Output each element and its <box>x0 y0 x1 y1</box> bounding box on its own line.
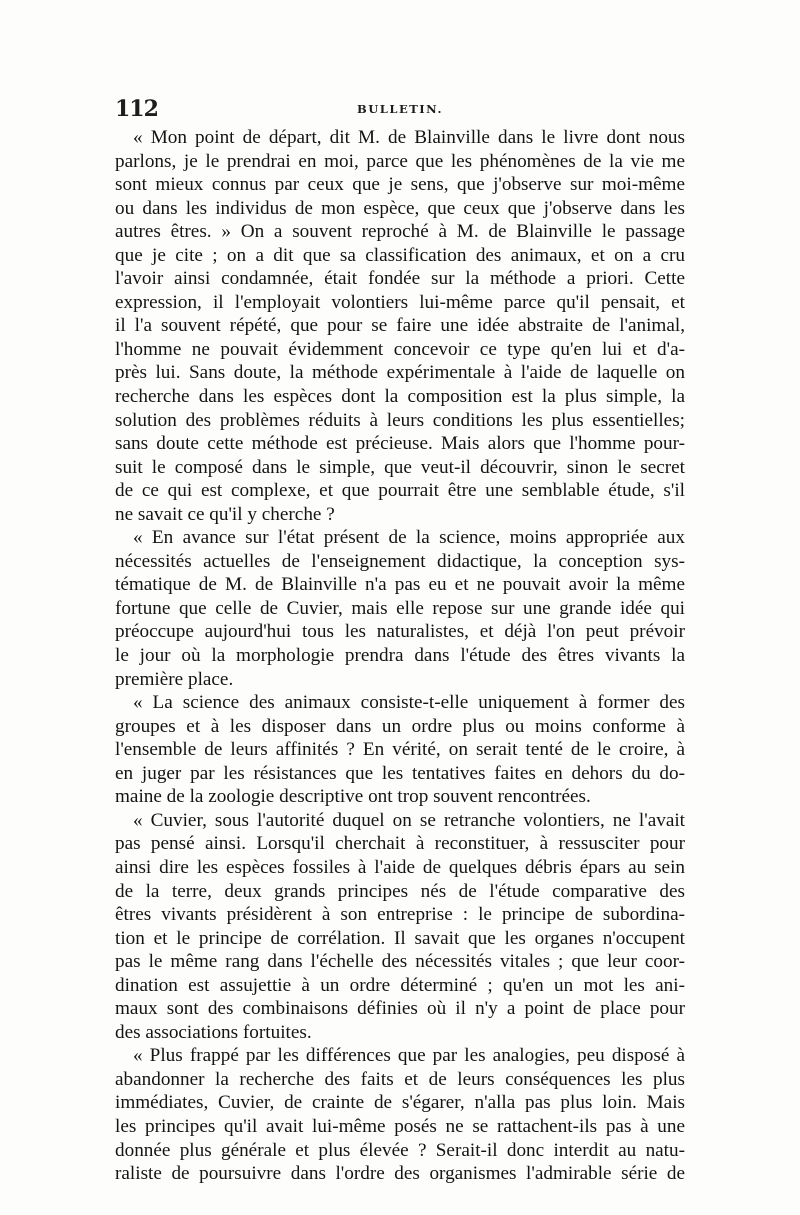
text-line: parlons, je le prendrai en moi, parce que les phénomènes de la vie me <box>115 150 685 172</box>
text-line: « Cuvier, sous l'autorité duquel on se retranche volontiers, ne l'avait <box>133 809 685 831</box>
text-line: préoccupe aujourd'hui tous les naturalistes, et déjà l'on peut prévoir <box>115 621 685 643</box>
text-line: autres êtres. » On a souvent reproché à M. de Blainville le passage <box>115 221 685 243</box>
text-line: immédiates, Cuvier, de crainte de s'égarer, n'alla pas plus loin. Mais <box>115 1092 685 1114</box>
text-line: l'homme ne pouvait évidemment concevoir ce type qu'en lui et d'a- <box>115 338 685 360</box>
text-line: de la terre, deux grands principes nés de l'étude comparative des <box>115 880 685 902</box>
text-line: recherche dans les espèces dont la composition est la plus simple, la <box>115 386 685 408</box>
text-line: suit le composé dans le simple, que veut-il découvrir, sinon le secret <box>115 456 685 478</box>
text-line: pas le même rang dans l'échelle des nécessités vitales ; que leur coor- <box>115 951 685 973</box>
text-line: abandonner la recherche des faits et de leurs conséquences les plus <box>115 1068 685 1090</box>
text-line: il l'a souvent répété, que pour se faire une idée abstraite de l'animal, <box>115 315 685 337</box>
text-line: groupes et à les disposer dans un ordre plus ou moins conforme à <box>115 715 685 737</box>
text-line: « Mon point de départ, dit M. de Blainville dans le livre dont nous <box>133 127 685 148</box>
text-line: l'avoir ainsi condamnée, était fondée sur la méthode a priori. Cette <box>115 268 685 290</box>
text-line: « En avance sur l'état présent de la science, moins appropriée aux <box>133 527 685 549</box>
text-line: « Plus frappé par les différences que par les analogies, peu disposé à <box>133 1045 685 1067</box>
body-text <box>115 126 685 1186</box>
text-line: ne savait ce qu'il y cherche ? <box>115 503 335 525</box>
text-line: sans doute cette méthode est précieuse. Mais alors que l'homme pour- <box>115 433 685 455</box>
text-line: l'ensemble de leurs affinités ? En vérité, on serait tenté de le croire, à <box>115 739 685 761</box>
text-line: le jour où la morphologie prendra dans l'étude des êtres vivants la <box>115 645 685 667</box>
text-line: des associations fortuites. <box>115 1021 312 1043</box>
text-line: sont mieux connus par ceux que je sens, que j'observe sur moi-même <box>115 174 685 196</box>
running-title: BULLETIN. <box>357 102 443 116</box>
text-line: « La science des animaux consiste-t-elle uniquement à former des <box>133 692 685 714</box>
text-line: tématique de M. de Blainville n'a pas eu et ne pouvait avoir la même <box>115 574 685 596</box>
text-line: les principes qu'il avait lui-même posés ne se rattachent-ils pas à une <box>115 1115 685 1137</box>
page-header <box>115 96 685 126</box>
text-line: maine de la zoologie descriptive ont trop souvent rencontrées. <box>115 786 591 808</box>
text-line: première place. <box>115 668 234 690</box>
text-line: en juger par les résistances que les tentatives faites en dehors du do- <box>115 762 685 784</box>
text-line: que je cite ; on a dit que sa classification des animaux, et on a cru <box>115 244 685 266</box>
text-line: tion et le principe de corrélation. Il savait que les organes n'occupent <box>115 927 685 949</box>
text-line: nécessités actuelles de l'enseignement didactique, la conception sys- <box>115 550 685 572</box>
page-number: 112 <box>115 96 158 122</box>
text-line: êtres vivants présidèrent à son entreprise : le principe de subordina- <box>115 904 685 926</box>
text-line: ainsi dire les espèces fossiles à l'aide de quelques débris épars au sein <box>115 856 685 878</box>
text-line: fortune que celle de Cuvier, mais elle repose sur une grande idée qui <box>115 597 685 619</box>
text-line: maux sont des combinaisons définies où il n'y a point de place pour <box>115 998 685 1020</box>
text-line: ou dans les individus de mon espèce, que ceux que j'observe dans les <box>115 197 685 219</box>
text-line: raliste de poursuivre dans l'ordre des organismes l'admirable série de <box>115 1163 685 1185</box>
text-line: expression, il l'employait volontiers lui-même parce qu'il pensait, et <box>115 291 685 313</box>
text-line: pas pensé ainsi. Lorsqu'il cherchait à reconstituer, à ressusciter pour <box>115 833 685 855</box>
text-line: solution des problèmes réduits à leurs conditions les plus essentielles; <box>115 409 685 431</box>
text-line: de ce qui est complexe, et que pourrait être une semblable étude, s'il <box>115 480 685 502</box>
text-line: près lui. Sans doute, la méthode expérimentale à l'aide de laquelle on <box>115 362 685 384</box>
text-line: dination est assujettie à un ordre déterminé ; qu'en un mot les ani- <box>115 974 685 996</box>
text-line: donnée plus générale et plus élevée ? Serait-il donc interdit au natu- <box>115 1139 685 1161</box>
